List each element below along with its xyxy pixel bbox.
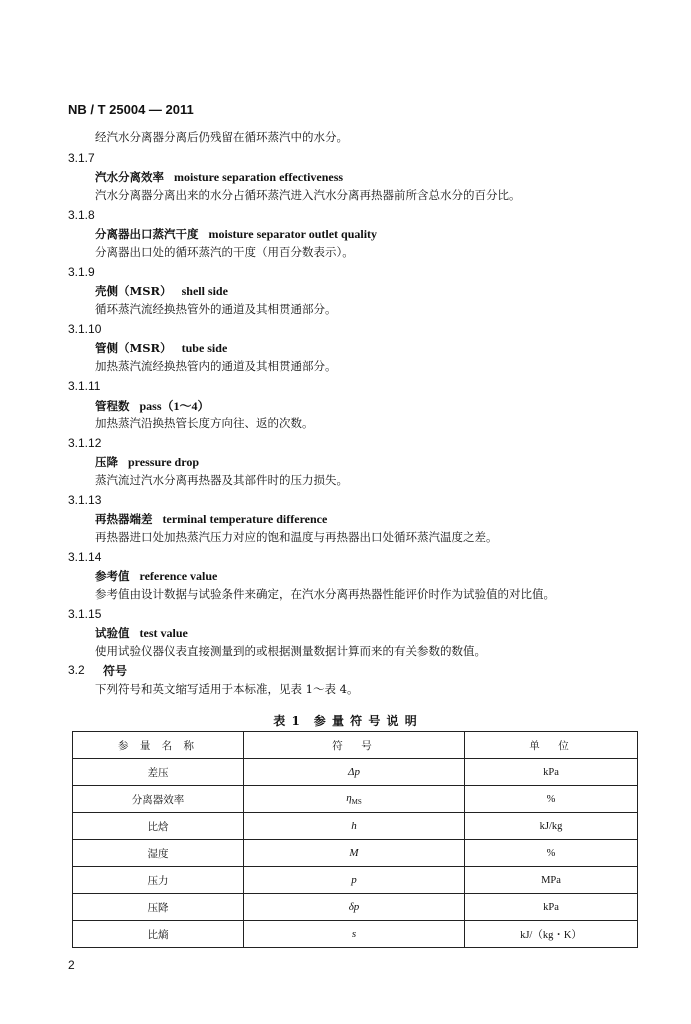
section-3-2-number: 3.2 (68, 663, 85, 677)
term-definition: 加热蒸汽流经换热管内的通道及其相贯通部分。 (95, 359, 337, 373)
param-unit: MPa (465, 867, 638, 894)
term-number: 3.1.10 (68, 322, 102, 336)
term-en: moisture separation effectiveness (174, 170, 344, 184)
term-en: shell side (181, 284, 228, 298)
term-title (95, 454, 199, 470)
term-zh: 再热器端差 (95, 512, 153, 526)
term-en: test value (139, 626, 188, 640)
intro-line: 经汽水分离器分离后仍残留在循环蒸汽中的水分。 (95, 130, 348, 144)
term-definition: 汽水分离器分离出来的水分占循环蒸汽进入汽水分离再热器前所含总水分的百分比。 (95, 188, 521, 202)
term-zh: 管侧（MSR） (95, 341, 172, 355)
symbol-main: h (351, 820, 357, 832)
section-3-2-title: 符号 (103, 664, 128, 678)
col-header-name: 参 量 名 称 (73, 732, 244, 759)
table-1 (72, 731, 638, 948)
term-definition: 分离器出口处的循环蒸汽的干度（用百分数表示）。 (95, 245, 354, 259)
param-name: 分离器效率 (73, 786, 244, 813)
param-symbol (244, 759, 465, 786)
term-number: 3.1.14 (68, 550, 102, 564)
param-symbol (244, 840, 465, 867)
table-row (73, 921, 638, 948)
param-unit: kJ/kg (465, 813, 638, 840)
standard-number-header: NB / T 25004 — 2011 (68, 102, 194, 117)
param-name: 压力 (73, 867, 244, 894)
term-number: 3.1.11 (68, 379, 101, 393)
param-name: 差压 (73, 759, 244, 786)
term-title (95, 511, 327, 527)
term-number: 3.1.15 (68, 607, 102, 621)
param-symbol (244, 786, 465, 813)
symbol-main: δp (348, 901, 360, 913)
term-definition: 循环蒸汽流经换热管外的通道及其相贯通部分。 (95, 302, 337, 316)
param-unit: kJ/（kg・K） (465, 921, 638, 948)
col-header-symbol: 符 号 (244, 732, 465, 759)
term-title (95, 226, 377, 242)
term-definition: 加热蒸汽沿换热管长度方向往、返的次数。 (95, 416, 314, 430)
param-name: 比焓 (73, 813, 244, 840)
term-title (95, 397, 210, 414)
term-en: terminal temperature difference (162, 512, 328, 526)
term-definition: 蒸汽流过汽水分离再热器及其部件时的压力损失。 (95, 473, 348, 487)
param-unit: kPa (465, 759, 638, 786)
param-name: 压降 (73, 894, 244, 921)
symbol-main: Δp (348, 766, 360, 778)
param-name: 湿度 (73, 840, 244, 867)
term-zh: 汽水分离效率 (95, 170, 164, 184)
param-symbol (244, 813, 465, 840)
term-title (95, 568, 217, 584)
term-title (95, 340, 227, 356)
term-zh: 参考值 (95, 569, 130, 583)
table-row (73, 813, 638, 840)
term-number: 3.1.8 (68, 208, 95, 222)
term-zh: 试验值 (95, 626, 130, 640)
symbol-subscript: MS (351, 798, 362, 807)
col-header-unit: 单 位 (465, 732, 638, 759)
term-title (95, 625, 188, 641)
term-definition: 再热器进口处加热蒸汽压力对应的饱和温度与再热器出口处循环蒸汽温度之差。 (95, 530, 498, 544)
section-3-2-text: 下列符号和英文缩写适用于本标准，见表 1～表 4。 (95, 682, 359, 696)
page-number: 2 (68, 958, 75, 972)
param-name: 比熵 (73, 921, 244, 948)
term-definition: 使用试验仪器仪表直接测量到的或根据测量数据计算而来的有关参数的数值。 (95, 644, 486, 658)
param-unit: % (465, 840, 638, 867)
param-unit: kPa (465, 894, 638, 921)
symbol-main: η (346, 791, 352, 804)
symbol-main: p (351, 874, 357, 886)
term-number: 3.1.12 (68, 436, 102, 450)
param-symbol (244, 894, 465, 921)
table-row (73, 759, 638, 786)
term-en: tube side (181, 341, 228, 355)
param-symbol (244, 921, 465, 948)
term-zh: 分离器出口蒸汽干度 (95, 227, 199, 241)
term-en: moisture separator outlet quality (208, 227, 378, 241)
param-symbol (244, 867, 465, 894)
table-row (73, 867, 638, 894)
term-title (95, 169, 343, 185)
term-number: 3.1.13 (68, 493, 102, 507)
term-number: 3.1.9 (68, 265, 95, 279)
term-number: 3.1.7 (68, 151, 95, 165)
param-unit: % (465, 786, 638, 813)
table-row (73, 786, 638, 813)
table-row (73, 894, 638, 921)
term-en: pressure drop (128, 455, 200, 469)
term-en: pass（1～4） (139, 399, 210, 413)
term-title (95, 283, 228, 299)
term-zh: 管程数 (95, 399, 130, 413)
term-definition: 参考值由设计数据与试验条件来确定，在汽水分离再热器性能评价时作为试验值的对比值。 (95, 587, 555, 601)
term-en: reference value (139, 569, 218, 583)
symbol-main: M (349, 847, 359, 859)
term-zh: 压降 (95, 455, 118, 469)
table-row (73, 840, 638, 867)
symbol-main: s (351, 928, 357, 940)
term-zh: 壳侧（MSR） (95, 284, 172, 298)
table-1-caption: 表 1 参 量 符 号 说 明 (273, 714, 418, 728)
